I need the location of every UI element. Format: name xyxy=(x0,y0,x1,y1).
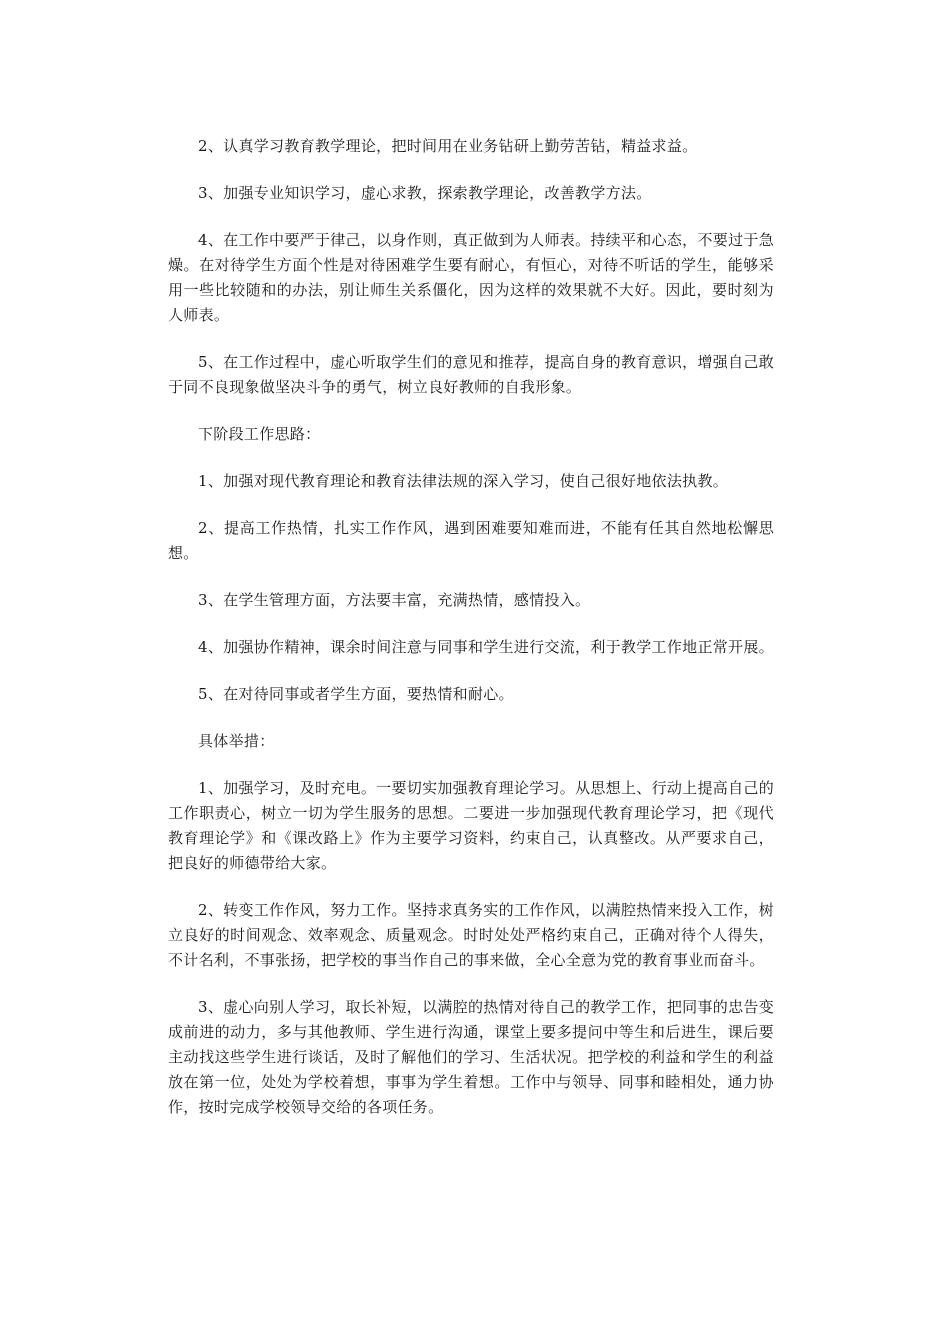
paragraph-professional-knowledge: 3、加强专业知识学习，虚心求教，探索教学理论，改善教学方法。 xyxy=(198,184,652,202)
paragraph-work-enthusiasm: 2、提高工作热情，扎实工作作风，遇到困难要知难而进，不能有任其自然地松懈思想。 xyxy=(168,519,774,562)
paragraph-measure-learn-from-others: 3、虚心向别人学习，取长补短，以满腔的热情对待自己的教学工作，把同事的忠告变成前进的动力，多与其他教师、学生进行沟通，课堂上要多提问中等生和后进生，课后要主动找这些学生进行谈话，及时了解他们的学习、生活状况。把学校的利益和学生的利益放在第一位，处处为学校着想，事事为学生着想。工作中与领导、同事和睦相处，通力协作，按时完成学校领导交给的各项任务。 xyxy=(168,998,774,1116)
paragraph-self-discipline: 4、在工作中要严于律己，以身作则，真正做到为人师表。持续平和心态，不要过于急燥。在对待学生方面个性是对待困难学生要有耐心，有恒心，对待不听话的学生，能够采用一些比较随和的办法，别让师生关系僵化，因为这样的效果就不大好。因此，要时刻为人师表。 xyxy=(168,231,774,324)
paragraph-law-study: 1、加强对现代教育理论和教育法律法规的深入学习，使自己很好地依法执教。 xyxy=(198,472,729,490)
document-body xyxy=(168,134,774,1142)
paragraph-patience: 5、在对待同事或者学生方面，要热情和耐心。 xyxy=(198,685,514,703)
section-heading-measures: 具体举措： xyxy=(198,732,275,750)
section-heading-next-stage: 下阶段工作思路： xyxy=(198,425,321,443)
paragraph-measure-work-style: 2、转变工作作风，努力工作。坚持求真务实的工作作风，以满腔热情来投入工作，树立良好的时间观念、效率观念、质量观念。时时处处严格约束自己，正确对待个人得失，不计名利，不事张扬，把学校的事当作自己的事来做，全心全意为党的教育事业而奋斗。 xyxy=(168,901,774,969)
paragraph-study-theory: 2、认真学习教育教学理论，把时间用在业务钻研上勤劳苦钻，精益求益。 xyxy=(198,137,698,155)
paragraph-cooperation: 4、加强协作精神，课余时间注意与同事和学生进行交流，利于教学工作地正常开展。 xyxy=(198,638,774,656)
paragraph-listen-students: 5、在工作过程中，虚心听取学生们的意见和推荐，提高自身的教育意识，增强自己敢于同不良现象做坚决斗争的勇气，树立良好教师的自我形象。 xyxy=(168,353,774,396)
paragraph-student-management: 3、在学生管理方面，方法要丰富，充满热情，感情投入。 xyxy=(198,591,591,609)
paragraph-measure-learning: 1、加强学习，及时充电。一要切实加强教育理论学习。从思想上、行动上提高自己的工作职责心，树立一切为学生服务的思想。二要进一步加强现代教育理论学习，把《现代教育理论学》和《课改路上》作为主要学习资料，约束自己，认真整改。从严要求自己，把良好的师德带给大家。 xyxy=(168,779,774,872)
